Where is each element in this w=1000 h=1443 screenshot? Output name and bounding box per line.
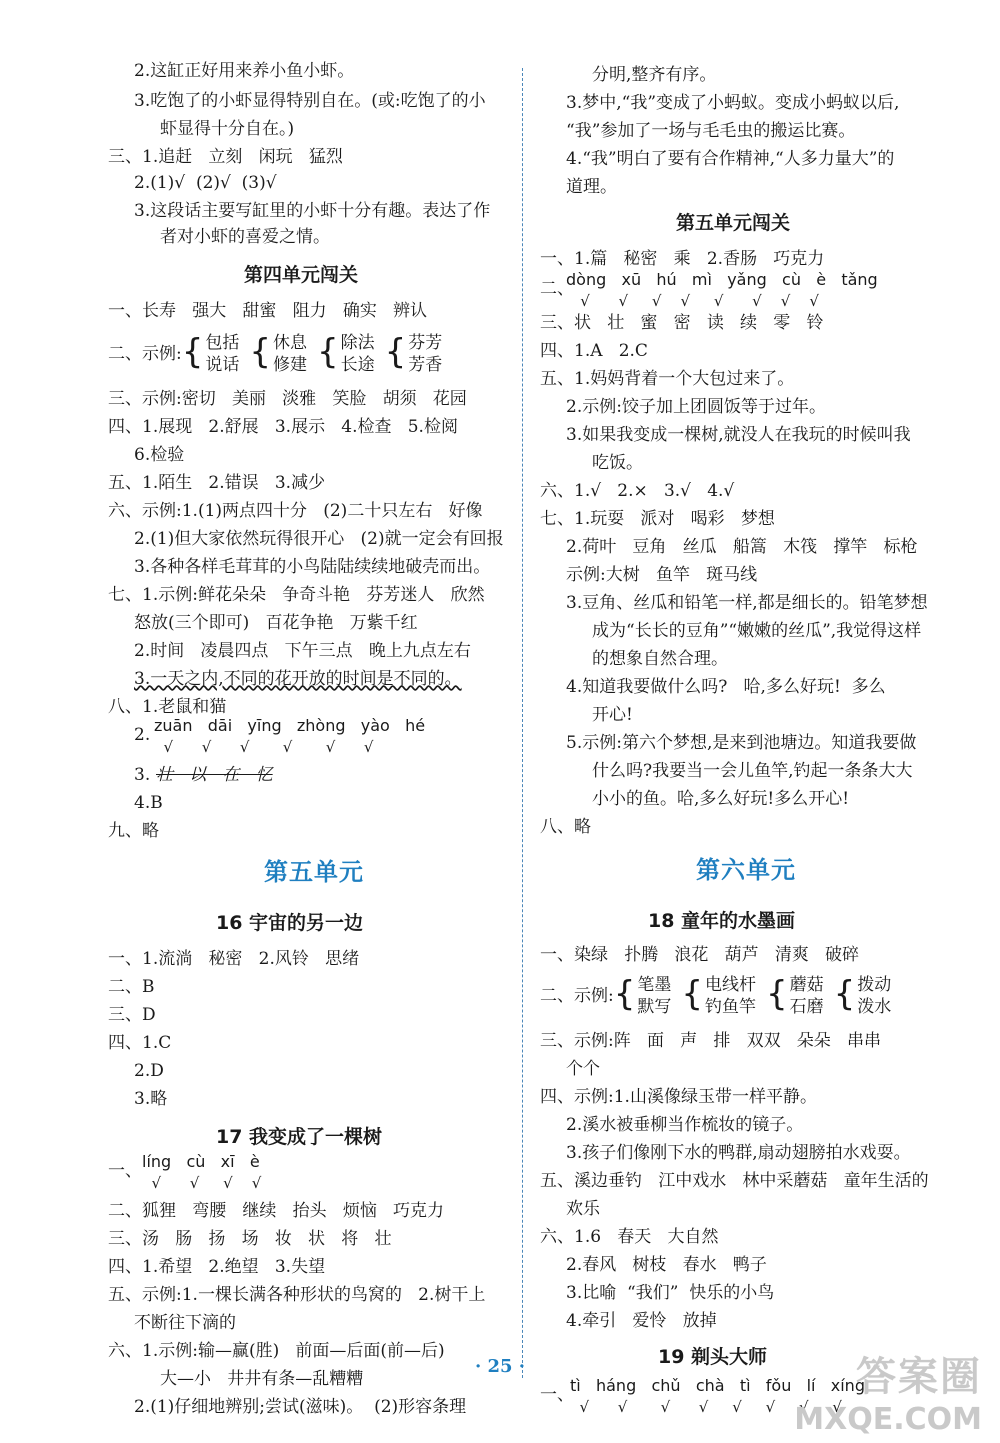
answer-line: 4.牵引 爱怜 放掉 <box>566 1311 717 1331</box>
word-pair: { 拨动 泼水 <box>833 974 892 1017</box>
answer-line: 七、1.玩耍 派对 喝彩 梦想 <box>540 509 775 529</box>
answer-line: 三、示例:阵 面 声 排 双双 朵朵 串串 <box>540 1031 881 1051</box>
lesson-title: 16 宇宙的另一边 <box>216 912 364 934</box>
word: 蘑菇 <box>789 975 824 995</box>
answer-line: 一、长寿 强大 甜蜜 阻力 确实 辨认 <box>108 301 428 321</box>
answer-line: 5.示例:第六个梦想,是来到池塘边。知道我要做 <box>566 733 917 753</box>
answer-line: 欢乐 <box>566 1199 600 1219</box>
answer-line: 3.吃饱了的小虾显得特别自在。(或:吃饱了的小 <box>134 91 486 111</box>
word: 长途 <box>340 355 375 375</box>
answer-line: 2.荷叶 豆角 丝瓜 船篙 木筏 撑竿 标枪 <box>566 537 918 557</box>
answer-line: 九、略 <box>108 821 159 841</box>
watermark-logo <box>794 1345 982 1437</box>
lesson-title: 17 我变成了一棵树 <box>216 1126 383 1148</box>
answer-line: 的想象自然合理。 <box>592 649 728 669</box>
answer-line: 不断往下滴的 <box>134 1313 236 1333</box>
brace-row <box>540 970 901 1022</box>
answer-line: 怒放(三个即可) 百花争艳 万紫千红 <box>134 613 418 633</box>
answer-line: 3.孩子们像刚下水的鸭群,扇动翅膀拍水戏耍。 <box>566 1143 911 1163</box>
section-title: 第五单元闯关 <box>676 212 791 234</box>
answer-prefix: 一、 <box>540 1385 574 1405</box>
tick-row: √ √ √ √ <box>142 1174 262 1192</box>
answer-line: 3.豆角、丝瓜和铅笔一样,都是细长的。铅笔梦想 <box>566 593 928 613</box>
answer-line: 吃饭。 <box>592 453 643 473</box>
answer-line: 2.(1)但大家依然玩得很开心 (2)就一定会有回报 <box>134 529 504 549</box>
answer-line: 2.时间 凌晨四点 下午三点 晚上九点左右 <box>134 641 471 661</box>
answer-line: 2.(1)√ (2)√ (3)√ <box>134 173 277 193</box>
answer-prefix: 一、 <box>108 1161 142 1181</box>
word-pair: { 休息 修建 <box>249 332 308 375</box>
answer-line: 六、示例:1.(1)两点四十分 (2)二十只左右 好像 <box>108 501 483 521</box>
word: 笔墨 <box>637 975 672 995</box>
word: 拨动 <box>857 975 892 995</box>
word: 说话 <box>205 355 240 375</box>
answer-line: 大—小 井井有条—乱糟糟 <box>160 1369 364 1389</box>
answer-line: 3.梦中,“我”变成了小蚂蚁。变成小蚂蚁以后, <box>566 93 900 113</box>
unit-title: 第六单元 <box>696 856 796 884</box>
answer-line: 六、1.示例:输—赢(胜) 前面—后面(前—后) <box>108 1341 445 1361</box>
section-title: 第四单元闯关 <box>244 264 359 286</box>
answer-line: 示例:大树 鱼竿 斑马线 <box>566 565 758 585</box>
word-pair: { 电线杆 钓鱼竿 <box>681 974 757 1017</box>
pinyin-row: líng cù xī è <box>142 1152 260 1171</box>
answer-line: 2.D <box>134 1061 164 1081</box>
word: 芬芳 <box>408 333 443 353</box>
answer-line: 五、溪边垂钓 江中戏水 林中采蘑菇 童年生活的 <box>540 1171 929 1191</box>
answer-line: 二、B <box>108 977 155 997</box>
tick-row: √ √ √ √ √ √ √ √ <box>570 1398 842 1416</box>
answer-line: 成为“长长的豆角”“嫩嫩的丝瓜”,我觉得这样 <box>592 621 922 641</box>
answer-line: 小小的鱼。哈,多么好玩!多么开心! <box>592 789 850 809</box>
answer-line: 三、D <box>108 1005 156 1025</box>
answer-line: 者对小虾的喜爱之情。 <box>160 227 330 247</box>
answer-prefix: 二、示例: <box>108 344 182 364</box>
answer-line: 六、1.√ 2.× 3.√ 4.√ <box>540 481 735 501</box>
answer-line: 八、1.老鼠和猫 <box>108 697 227 717</box>
answer-line: 六、1.6 春天 大自然 <box>540 1227 719 1247</box>
answer-line: 四、1.展现 2.舒展 3.展示 4.检查 5.检阅 <box>108 417 458 437</box>
watermark-url: MXQE.COM <box>794 1402 982 1437</box>
lesson-title: 18 童年的水墨画 <box>648 910 796 932</box>
answer-line: 四、1.希望 2.绝望 3.失望 <box>108 1257 326 1277</box>
word: 修建 <box>273 355 308 375</box>
answer-prefix: 二、 <box>540 279 574 299</box>
answer-line: 2.这缸正好用来养小鱼小虾。 <box>134 61 355 81</box>
answer-line: 3.这段话主要写缸里的小虾十分有趣。表达了作 <box>134 201 491 221</box>
column-divider <box>522 68 523 1378</box>
answer-line: 五、1.陌生 2.错误 3.减少 <box>108 473 326 493</box>
tick-row: √ √ √ √ √ √ <box>154 738 374 756</box>
word: 电线杆 <box>705 975 757 995</box>
corrected-chars: 壮 以 在 忆 <box>156 765 273 785</box>
answer-line: 二、狐狸 弯腰 继续 抬头 烦恼 巧克力 <box>108 1201 445 1221</box>
word: 钓鱼竿 <box>705 997 757 1017</box>
answer-prefix: 2. <box>134 725 151 745</box>
answer-line: 五、1.妈妈背着一个大包过来了。 <box>540 369 795 389</box>
tick-row: √ √ √ √ √ √ √ √ <box>566 292 819 310</box>
answer-line: 三、示例:密切 美丽 淡雅 笑脸 胡须 花园 <box>108 389 467 409</box>
word: 包括 <box>205 333 240 353</box>
answer-line: 八、略 <box>540 817 591 837</box>
answer-line: 3.比喻 “我们” 快乐的小鸟 <box>566 1283 775 1303</box>
answer-line: 虾显得十分自在。) <box>160 119 295 139</box>
answer-line: 四、示例:1.山溪像绿玉带一样平静。 <box>540 1087 817 1107</box>
word: 休息 <box>273 333 308 353</box>
answer-line: 三、汤 肠 扬 场 妆 状 将 壮 <box>108 1229 392 1249</box>
page-number: · 25 · <box>474 1356 526 1377</box>
answer-line: 四、1.C <box>108 1033 172 1053</box>
answer-line: “我”参加了一场与毛毛虫的搬运比赛。 <box>566 121 856 141</box>
answer-line: 3.各种各样毛茸茸的小鸟陆陆续续地破壳而出。 <box>134 557 491 577</box>
answer-line: 个个 <box>566 1059 600 1079</box>
word-pair: { 包括 说话 <box>181 332 240 375</box>
answer-line: 四、1.A 2.C <box>540 341 648 361</box>
word: 默写 <box>637 997 672 1017</box>
unit-title: 第五单元 <box>264 858 364 886</box>
word-pair: { 除法 长途 <box>317 332 375 375</box>
answer-line: 什么吗?我要当一会儿鱼竿,钓起一条条大大 <box>592 761 913 781</box>
answer-line: 五、示例:1.一棵长满各种形状的鸟窝的 2.树干上 <box>108 1285 486 1305</box>
answer-line: 一、1.流淌 秘密 2.风铃 思绪 <box>108 949 360 969</box>
answer-line: 2.(1)仔细地辨别;尝试(滋味)。 (2)形容条理 <box>134 1397 467 1417</box>
word: 泼水 <box>857 997 892 1017</box>
answer-line: 4.知道我要做什么吗? 哈,多么好玩! 多么 <box>566 677 886 697</box>
word-pair: { 笔墨 默写 <box>613 974 672 1017</box>
answer-line: 3.略 <box>134 1089 168 1109</box>
watermark-text: 答案圈 <box>856 1354 982 1400</box>
word-pair: { 蘑菇 石磨 <box>766 974 824 1017</box>
pinyin-row: tì háng chǔ chà tì fǒu lí xíng <box>570 1376 865 1395</box>
answer-line: 4.“我”明白了要有合作精神,“人多力量大”的 <box>566 149 895 169</box>
answer-line: 道理。 <box>566 177 617 197</box>
answer-line: 七、1.示例:鲜花朵朵 争奇斗艳 芬芳迷人 欣然 <box>108 585 485 605</box>
answer-line: 3.如果我变成一棵树,就没人在我玩的时候叫我 <box>566 425 911 445</box>
answer-line: 6.检验 <box>134 445 185 465</box>
answer-prefix: 3. <box>134 765 151 785</box>
answer-line: 2.示例:饺子加上团圆饭等于过年。 <box>566 397 826 417</box>
pinyin-row: dòng xū hú mì yǎng cù è tǎng <box>566 270 878 289</box>
brace-row <box>108 328 452 380</box>
answer-line: 一、染绿 扑腾 浪花 葫芦 清爽 破碎 <box>540 945 860 965</box>
word-pair: { 芬芳 芳香 <box>384 332 443 375</box>
word: 芳香 <box>408 355 443 375</box>
answer-line: 三、状 壮 蜜 密 读 续 零 铃 <box>540 313 824 333</box>
pinyin-row: zuān dāi yīng zhòng yào hé <box>154 716 426 735</box>
answer-line: 2.春风 树枝 春水 鸭子 <box>566 1255 767 1275</box>
answer-line: 2.溪水被垂柳当作梳妆的镜子。 <box>566 1115 804 1135</box>
answer-line: 3.一天之内,不同的花开放的时间是不同的。 <box>134 669 462 689</box>
answer-line: 一、1.篇 秘密 乘 2.香肠 巧克力 <box>540 249 825 269</box>
word: 除法 <box>340 333 375 353</box>
answer-line: 开心! <box>592 705 633 725</box>
answer-line: 三、1.追赶 立刻 闲玩 猛烈 <box>108 147 343 167</box>
word: 石磨 <box>789 997 824 1017</box>
lesson-title: 19 剃头大师 <box>658 1346 768 1368</box>
answer-line: 分明,整齐有序。 <box>592 65 717 85</box>
answer-line: 4.B <box>134 793 163 813</box>
answer-prefix: 二、示例: <box>540 986 614 1006</box>
